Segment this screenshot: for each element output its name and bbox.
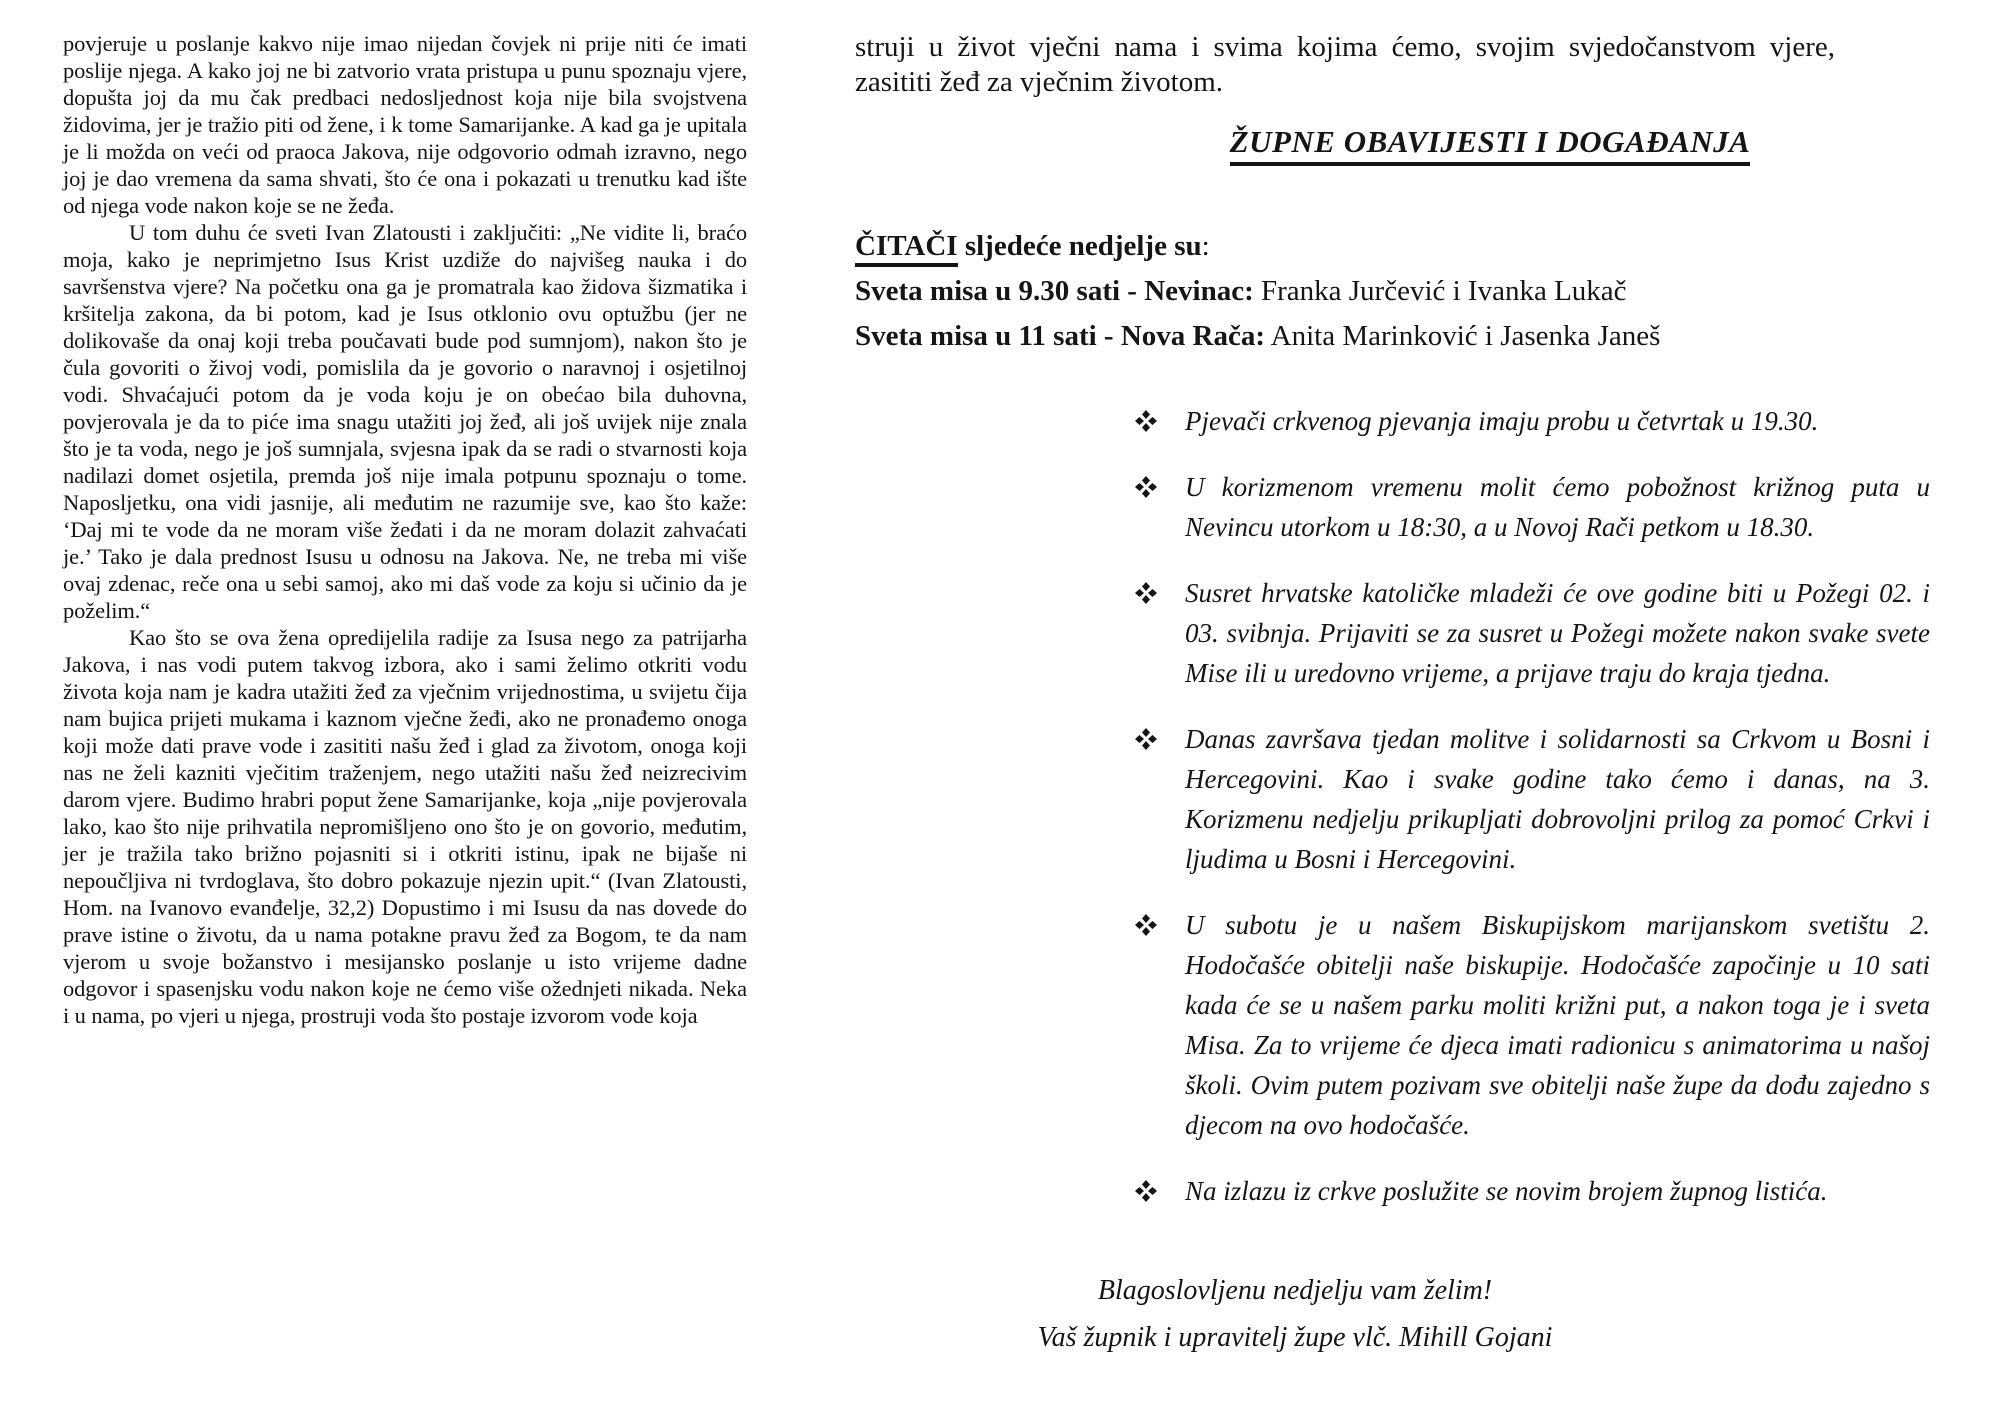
section-heading-text: ŽUPNE OBAVIJESTI I DOGAĐANJA (1230, 124, 1751, 166)
announcement-item (1135, 401, 1930, 441)
readers-block (855, 224, 1945, 359)
announcement-item (1135, 719, 1930, 879)
announcement-list (1135, 401, 1930, 1211)
bullet-diamonds-icon (1135, 410, 1157, 432)
section-heading (1035, 124, 1945, 160)
bullet-diamonds-icon (1135, 1180, 1157, 1202)
right-column (855, 30, 1945, 1361)
bullet-diamonds-icon (1135, 914, 1157, 936)
announcement-item (1135, 467, 1930, 547)
announcement-item (1135, 1171, 1930, 1211)
homily-continuation-paragraph: povjeruje u poslanje kakvo nije imao nijedan čovjek ni prije niti će imati poslije njega. A kako joj ne bi zatvorio vrata pristupa u punu spoznaju vjere, dopušta joj da mu čak predbaci nedosljednost koja nije bila svojstvena židovima, jer je tražio piti od žene, i k tome Samarijanke. A kad ga je upitala je li možda on veći od praoca Jakova, nije odgovorio odmah izravno, nego joj je dao vremena da sama shvati, što će ona i pokazati u trenutku kad ište od njega vode nakon koje se ne žeđa. (63, 31, 747, 218)
announcement-text: Pjevači crkvenog pjevanja imaju probu u četvrtak u 19.30. (1185, 406, 1819, 436)
mass-930-readers: Franka Jurčević i Ivanka Lukač (1253, 275, 1627, 307)
readers-heading (855, 224, 1945, 269)
announcement-text: Danas završava tjedan molitve i solidarnosti sa Crkvom u Bosni i Hercegovini. Kao i svake godine tako ćemo i danas, na 3. Korizmenu nedjelju prikupljati dobrovoljni prilog za pomoć Crkvi i ljudima u Bosni i Hercegovini. (1185, 724, 1930, 874)
mass-11-label: Sveta misa u 11 sati - Nova Rača: (855, 320, 1266, 352)
mass-11-line (855, 314, 1945, 359)
bullet-diamonds-icon (1135, 476, 1157, 498)
bullet-diamonds-icon (1135, 728, 1157, 750)
readers-label-rest: sljedeće nedjelje su (957, 230, 1202, 262)
mass-930-label: Sveta misa u 9.30 sati - Nevinac: (855, 275, 1254, 307)
intro-paragraph: struji u život vječni nama i svima kojima ćemo, svojim svjedočanstvom vjere, zasititi žeđ za vječnim životom. (855, 31, 1835, 98)
closing-signature: Vaš župnik i upravitelj župe vlč. Mihill Gojani (1037, 1322, 1553, 1353)
announcement-item (1135, 905, 1930, 1145)
announcement-text: U subotu je u našem Biskupijskom marijanskom svetištu 2. Hodočašće obitelji naše biskupije. Hodočašće započinje u 10 sati kada će se u našem parku moliti križni put, a nakon toga je i sveta Misa. Za to vrijeme će djeca imati radionicu s animatorima u našoj školi. Ovim putem pozivam sve obitelji naše župe da dođu zajedno s djecom na ovo hodočašće. (1185, 910, 1930, 1140)
readers-colon: : (1201, 230, 1210, 262)
left-column (63, 30, 747, 1029)
samaritan-reflection-paragraph: Kao što se ova žena opredijelila radije za Isusa nego za patrijarha Jakova, i nas vodi putem takvog izbora, ako i sami želimo otkriti vodu života koja nam je kadra utažiti žeđ za vječnim vrijednostima, u svijetu čija nam bujica prijeti mukama i kaznom vječne žeđi, ako ne pronađemo onoga koji može dati prave vode i zasititi našu žeđ i glad za životom, onoga koji nas ne želi kazniti vječitim traženjem, nego utažiti našu žeđ neizrecivim darom vjere. Budimo hrabri poput žene Samarijanke, koja „nije povjerovala lako, kao što nije prihvatila nepromišljeno ono što je on govorio, međutim, jer je tražila tako brižno pojasniti si i otkriti istinu, ipak ne bijaše ni nepoučljiva ni tvrdoglava, što dobro pokazuje njezin upit.“ (Ivan Zlatousti, Hom. na Ivanovo evanđelje, 32,2) Dopustimo i mi Isusu da nas dovede do prave istine o životu, da u nama potakne pravu žeđ za Bogom, te da nam vjerom u svoje božanstvo i mesijansko poslanje u isto vrijeme dadne odgovor i spasenjsku vodu nakon koje ne ćemo više ožednjeti nikada. Neka i u nama, po vjeri u njega, prostruji voda što postaje izvorom vode koja (63, 625, 747, 1028)
mass-930-line (855, 269, 1945, 314)
readers-label: ČITAČI (855, 230, 958, 267)
bullet-diamonds-icon (1135, 582, 1157, 604)
announcement-text: Susret hrvatske katoličke mladeži će ove godine biti u Požegi 02. i 03. svibnja. Prijaviti se za susret u Požegi možete nakon svake svete Mise ili u uredovno vrijeme, a prijave traju do kraja tjedna. (1185, 578, 1930, 688)
closing-blessing: Blagoslovljenu nedjelju vam želim! (1097, 1275, 1493, 1306)
closing-block (855, 1267, 1735, 1361)
announcement-item (1135, 573, 1930, 693)
announcement-text: Na izlazu iz crkve poslužite se novim brojem župnog listića. (1185, 1176, 1828, 1206)
mass-11-readers: Anita Marinković i Jasenka Janeš (1265, 320, 1661, 352)
announcement-text: U korizmenom vremenu molit ćemo pobožnost križnog puta u Nevincu utorkom u 18:30, a u Novoj Rači petkom u 18.30. (1185, 472, 1930, 542)
zlatousti-quote-paragraph: U tom duhu će sveti Ivan Zlatousti i zaključiti: „Ne vidite li, braćo moja, kako je neprimjetno Isus Krist uzdiže do najvišeg nauka i do savršenstva vjere? Na početku ona ga je promatrala kao židova šizmatika i kršitelja zakona, da bi potom, kad je Isus otklonio ovu optužbu (jer ne dolikovaše da onaj koji treba poučavati bude pod sumnjom), nakon što je čula govoriti o živoj vodi, pomislila da je govorio o naravnoj i osjetilnoj vodi. Shvaćajući potom da je voda koju je on obećao bila duhovna, povjerovala je da to piće ima snagu utažiti joj žeđ, ali još uvijek nije znala što je ta voda, nego je još sumnjala, svjesna ipak da se radi o stvarnosti koja nadilazi domet osjetila, premda još nije imala potpunu spoznaju o tome. Naposljetku, ona vidi jasnije, ali međutim ne razumije sve, kao što kaže: ‘Daj mi te vode da ne moram više žeđati i da ne moram dolazit zahvaćati je.’ Tako je dala prednost Isusu u odnosu na Jakova. Ne, ne treba mi više ovaj zdenac, reče ona u sebi samoj, ako mi daš vode za koju si učinio da je poželim.“ (63, 220, 747, 623)
